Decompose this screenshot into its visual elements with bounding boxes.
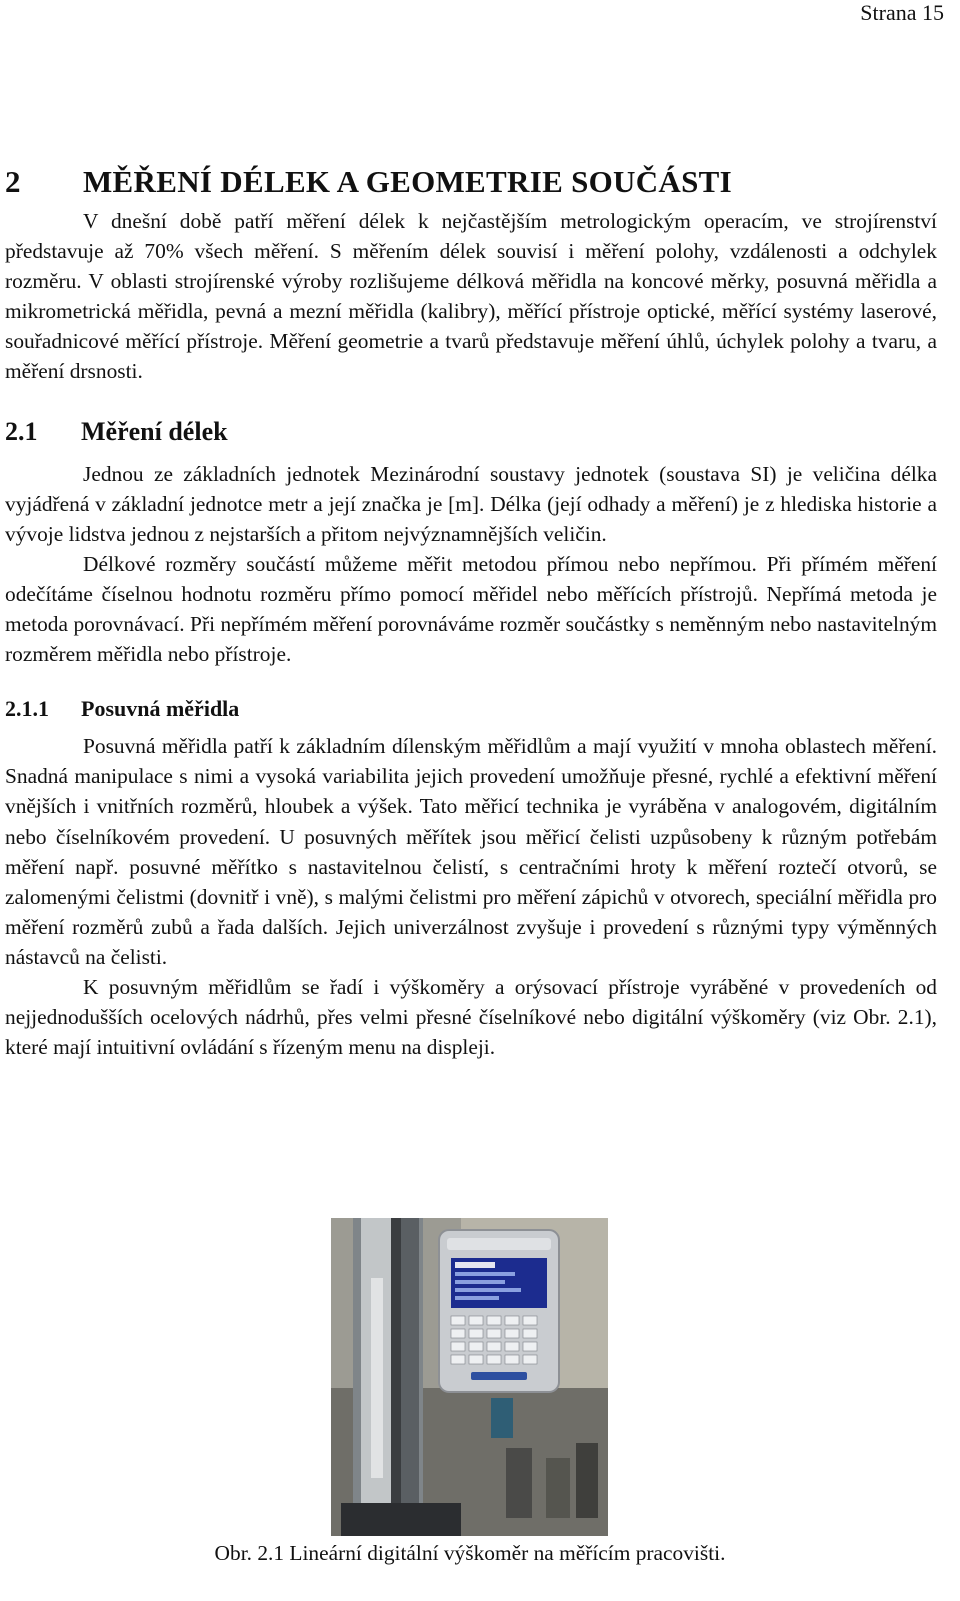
section-paragraph: Délkové rozměry součástí můžeme měřit metodou přímou nebo nepřímou. Při přímém měření odečítáme číselnou hodnotu rozměru přímo pomocí měřidel nebo měřících přístrojů. Nepřímá metoda je metoda porovnávací. Při nepřímém měření porovnáváme rozměr součástky s neměnným nebo nastavitelným rozměrem měřidla nebo přístroje.: [5, 551, 937, 667]
subsection-title: Posuvná měřidla: [81, 696, 240, 722]
chapter-heading: [5, 162, 937, 202]
section-title: Měření délek: [81, 416, 228, 446]
section-heading: [5, 415, 937, 449]
document-body: [5, 162, 937, 1062]
chapter-number: 2: [5, 164, 21, 199]
chapter-paragraph: V dnešní době patří měření délek k nejčastějším metrologickým operacím, ve strojírenství představuje až 70% všech měření. S měřením délek souvisí i měření polohy, vzdálenosti a odchylek rozměru. V oblasti strojírenské výroby rozlišujeme délková měřidla na koncové měrky, posuvná měřidla a mikrometrická měřidla, pevná a mezní měřidla (kalibry), měřící přístroje optické, měřící systémy laserové, souřadnicové měřící přístroje. Měření geometrie a tvarů představuje měření úhlů, úchylek polohy a tvaru, a měření drsnosti.: [5, 209, 937, 384]
section-number: 2.1: [5, 416, 38, 446]
subsection-number: 2.1.1: [5, 696, 49, 722]
height-gauge-photo: [331, 1218, 608, 1536]
subsection-paragraph: Posuvná měřidla patří k základním dílenským měřidlům a mají využití v mnoha oblastech měření. Snadná manipulace s nimi a vysoká variabilita jejich provedení umožňuje přesné, rychlé a efektivní měření vnějších i vnitřních rozměrů, hloubek a výšek. Tato měřicí technika je vyráběna v analogovém, digitálním nebo číselníkovém provedení. U posuvných měřítek jsou měřicí čelisti uzpůsobeny k různým potřebám měření např. posuvné měřítko s nastavitelnou čelistí, s centračními hroty k měření roztečí otvorů, se zalomenými čelistmi (dovnitř i vně), s malými čelistmi pro měření zápichů v otvorech, speciální měřidla pro měření rozměrů zubů a řada dalších. Jejich univerzálnost zvyšuje i provedení s různými typy výměnných nástavců na čelisti.: [5, 734, 937, 969]
subsection-paragraph: K posuvným měřidlům se řadí i výškoměry a orýsovací přístroje vyráběné v provedeních od nejjednodušších ocelových nádrhů, přes velmi přesné číselníkové nebo digitální výškoměry (viz Obr. 2.1), které mají intuitivní ovládání s řízeným menu na displeji.: [5, 974, 937, 1060]
chapter-title: MĚŘENÍ DÉLEK A GEOMETRIE SOUČÁSTI: [83, 164, 732, 199]
page-number: Strana 15: [860, 0, 944, 25]
section-paragraph: Jednou ze základních jednotek Mezinárodní soustavy jednotek (soustava SI) je veličina délka vyjádřená v základní jednotce metr a její značka je [m]. Délka (její odhady a měření) je z hlediska historie a vývoje lidstva jednou z nejstarších a přitom nejvýznamnějších veličin.: [5, 461, 937, 546]
figure-caption: Obr. 2.1 Lineární digitální výškoměr na měřícím pracovišti.: [214, 1541, 726, 1565]
subsection-heading: [5, 695, 937, 723]
